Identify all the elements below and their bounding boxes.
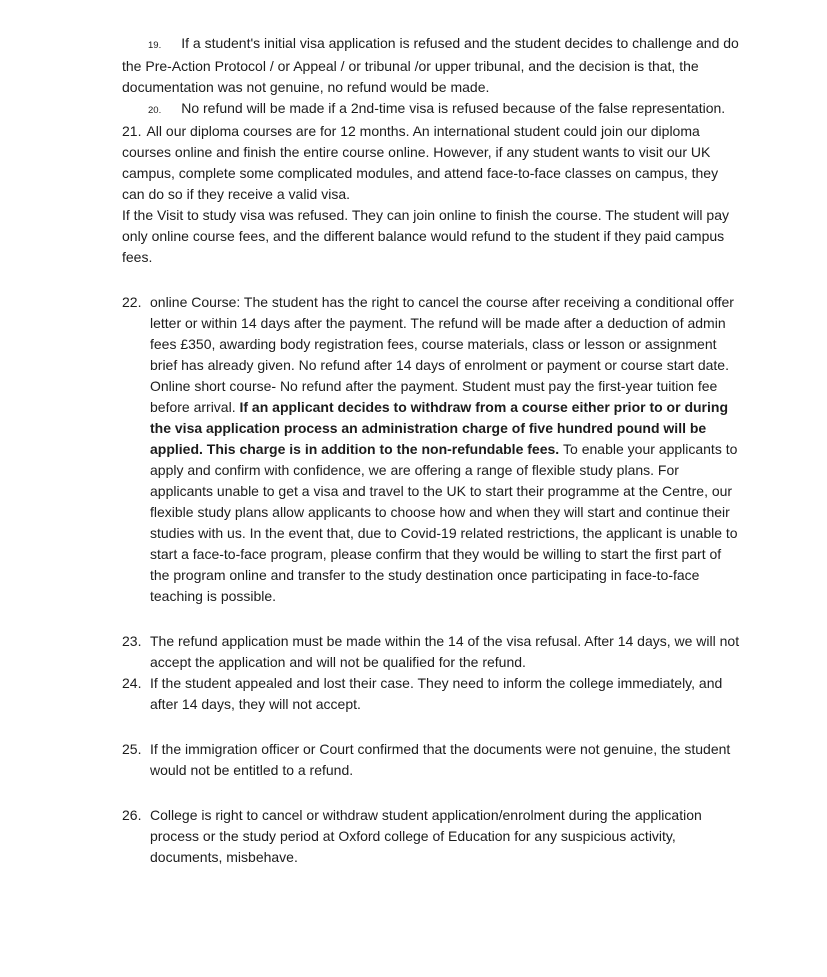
- text-run: If an applicant decides to withdraw from a course either prior to or during the visa application process an administration charge of five hundred pound will be applied. This charge is in addition to the non-refundable fees.: [150, 399, 728, 457]
- document-body: [122, 33, 740, 868]
- text-run: If a student's initial visa application is refused and the student decides to challenge and do the Pre-Action Protocol / or Appeal / or tribunal /or upper tribunal, and the decision is that, the documentation was not genuine, no refund would be made.: [122, 35, 739, 95]
- item-number: 24.: [122, 675, 142, 691]
- text-run: If the Visit to study visa was refused. They can join online to finish the course. The student will pay only online course fees, and the different balance would refund to the student if they paid campus fees.: [122, 207, 729, 265]
- text-run: No refund will be made if a 2nd-time visa is refused because of the false representation.: [181, 100, 726, 116]
- text-run: All our diploma courses are for 12 months. An international student could join our diploma courses online and finish the entire course online. However, if any student wants to visit our UK campus, complete some complicated modules, and attend face-to-face classes on campus, they can do so if they receive a valid visa.: [122, 123, 719, 202]
- paragraph: [122, 805, 740, 868]
- paragraph: [122, 292, 740, 607]
- paragraph: [122, 98, 740, 121]
- text-run: College is right to cancel or withdraw student application/enrolment during the application process or the study period at Oxford college of Education for any suspicious activity, documents, misbehave.: [150, 807, 702, 865]
- text-run: The refund application must be made within the 14 of the visa refusal. After 14 days, we will not accept the application and will not be qualified for the refund.: [150, 633, 740, 670]
- paragraph: [122, 631, 740, 673]
- document-page: [122, 0, 740, 868]
- text-run: If the student appealed and lost their case. They need to inform the college immediately, and after 14 days, they will not accept.: [150, 675, 723, 712]
- paragraph: [122, 33, 740, 98]
- list-item: [122, 98, 740, 121]
- list-item: [122, 292, 740, 607]
- item-number: 22.: [122, 294, 142, 310]
- paragraph: [122, 205, 740, 268]
- item-number: 25.: [122, 741, 142, 757]
- text-run: To enable your applicants to apply and confirm with confidence, we are offering a range of flexible study plans. For applicants unable to get a visa and travel to the UK to start their programme at the Centre, our flexible study plans allow applicants to choose how and when they will start and continue their studies with us. In the event that, due to Covid-19 related restrictions, the applicant is unable to start a face-to-face program, please confirm that they would be willing to start the first part of the program online and transfer to the study destination once participating in face-to-face teaching is possible.: [150, 441, 738, 604]
- text-run: online Course: The student has the right to cancel the course after receiving a conditional offer letter or within 14 days after the payment. The refund will be made after a deduction of admin fees £350, awarding body registration fees, course materials, class or lesson or assignment brief has already given. No refund after 14 days of enrolment or payment or course start date. Online short course- No refund after the payment. Student must pay the first-year tuition fee before arrival.: [150, 294, 734, 415]
- list-item: [122, 33, 740, 98]
- paragraph: [122, 673, 740, 715]
- text-run: If the immigration officer or Court confirmed that the documents were not genuine, the student would not be entitled to a refund.: [150, 741, 731, 778]
- item-number: 23.: [122, 633, 142, 649]
- list-item: [122, 805, 740, 868]
- paragraph: [122, 121, 740, 205]
- item-number: 21.: [122, 123, 142, 139]
- paragraph: [122, 739, 740, 781]
- item-number: 19.: [148, 40, 162, 51]
- item-number: 26.: [122, 807, 142, 823]
- list-item: [122, 121, 740, 268]
- item-number: 20.: [148, 105, 162, 116]
- list-item: [122, 673, 740, 715]
- list-item: [122, 631, 740, 673]
- list-item: [122, 739, 740, 781]
